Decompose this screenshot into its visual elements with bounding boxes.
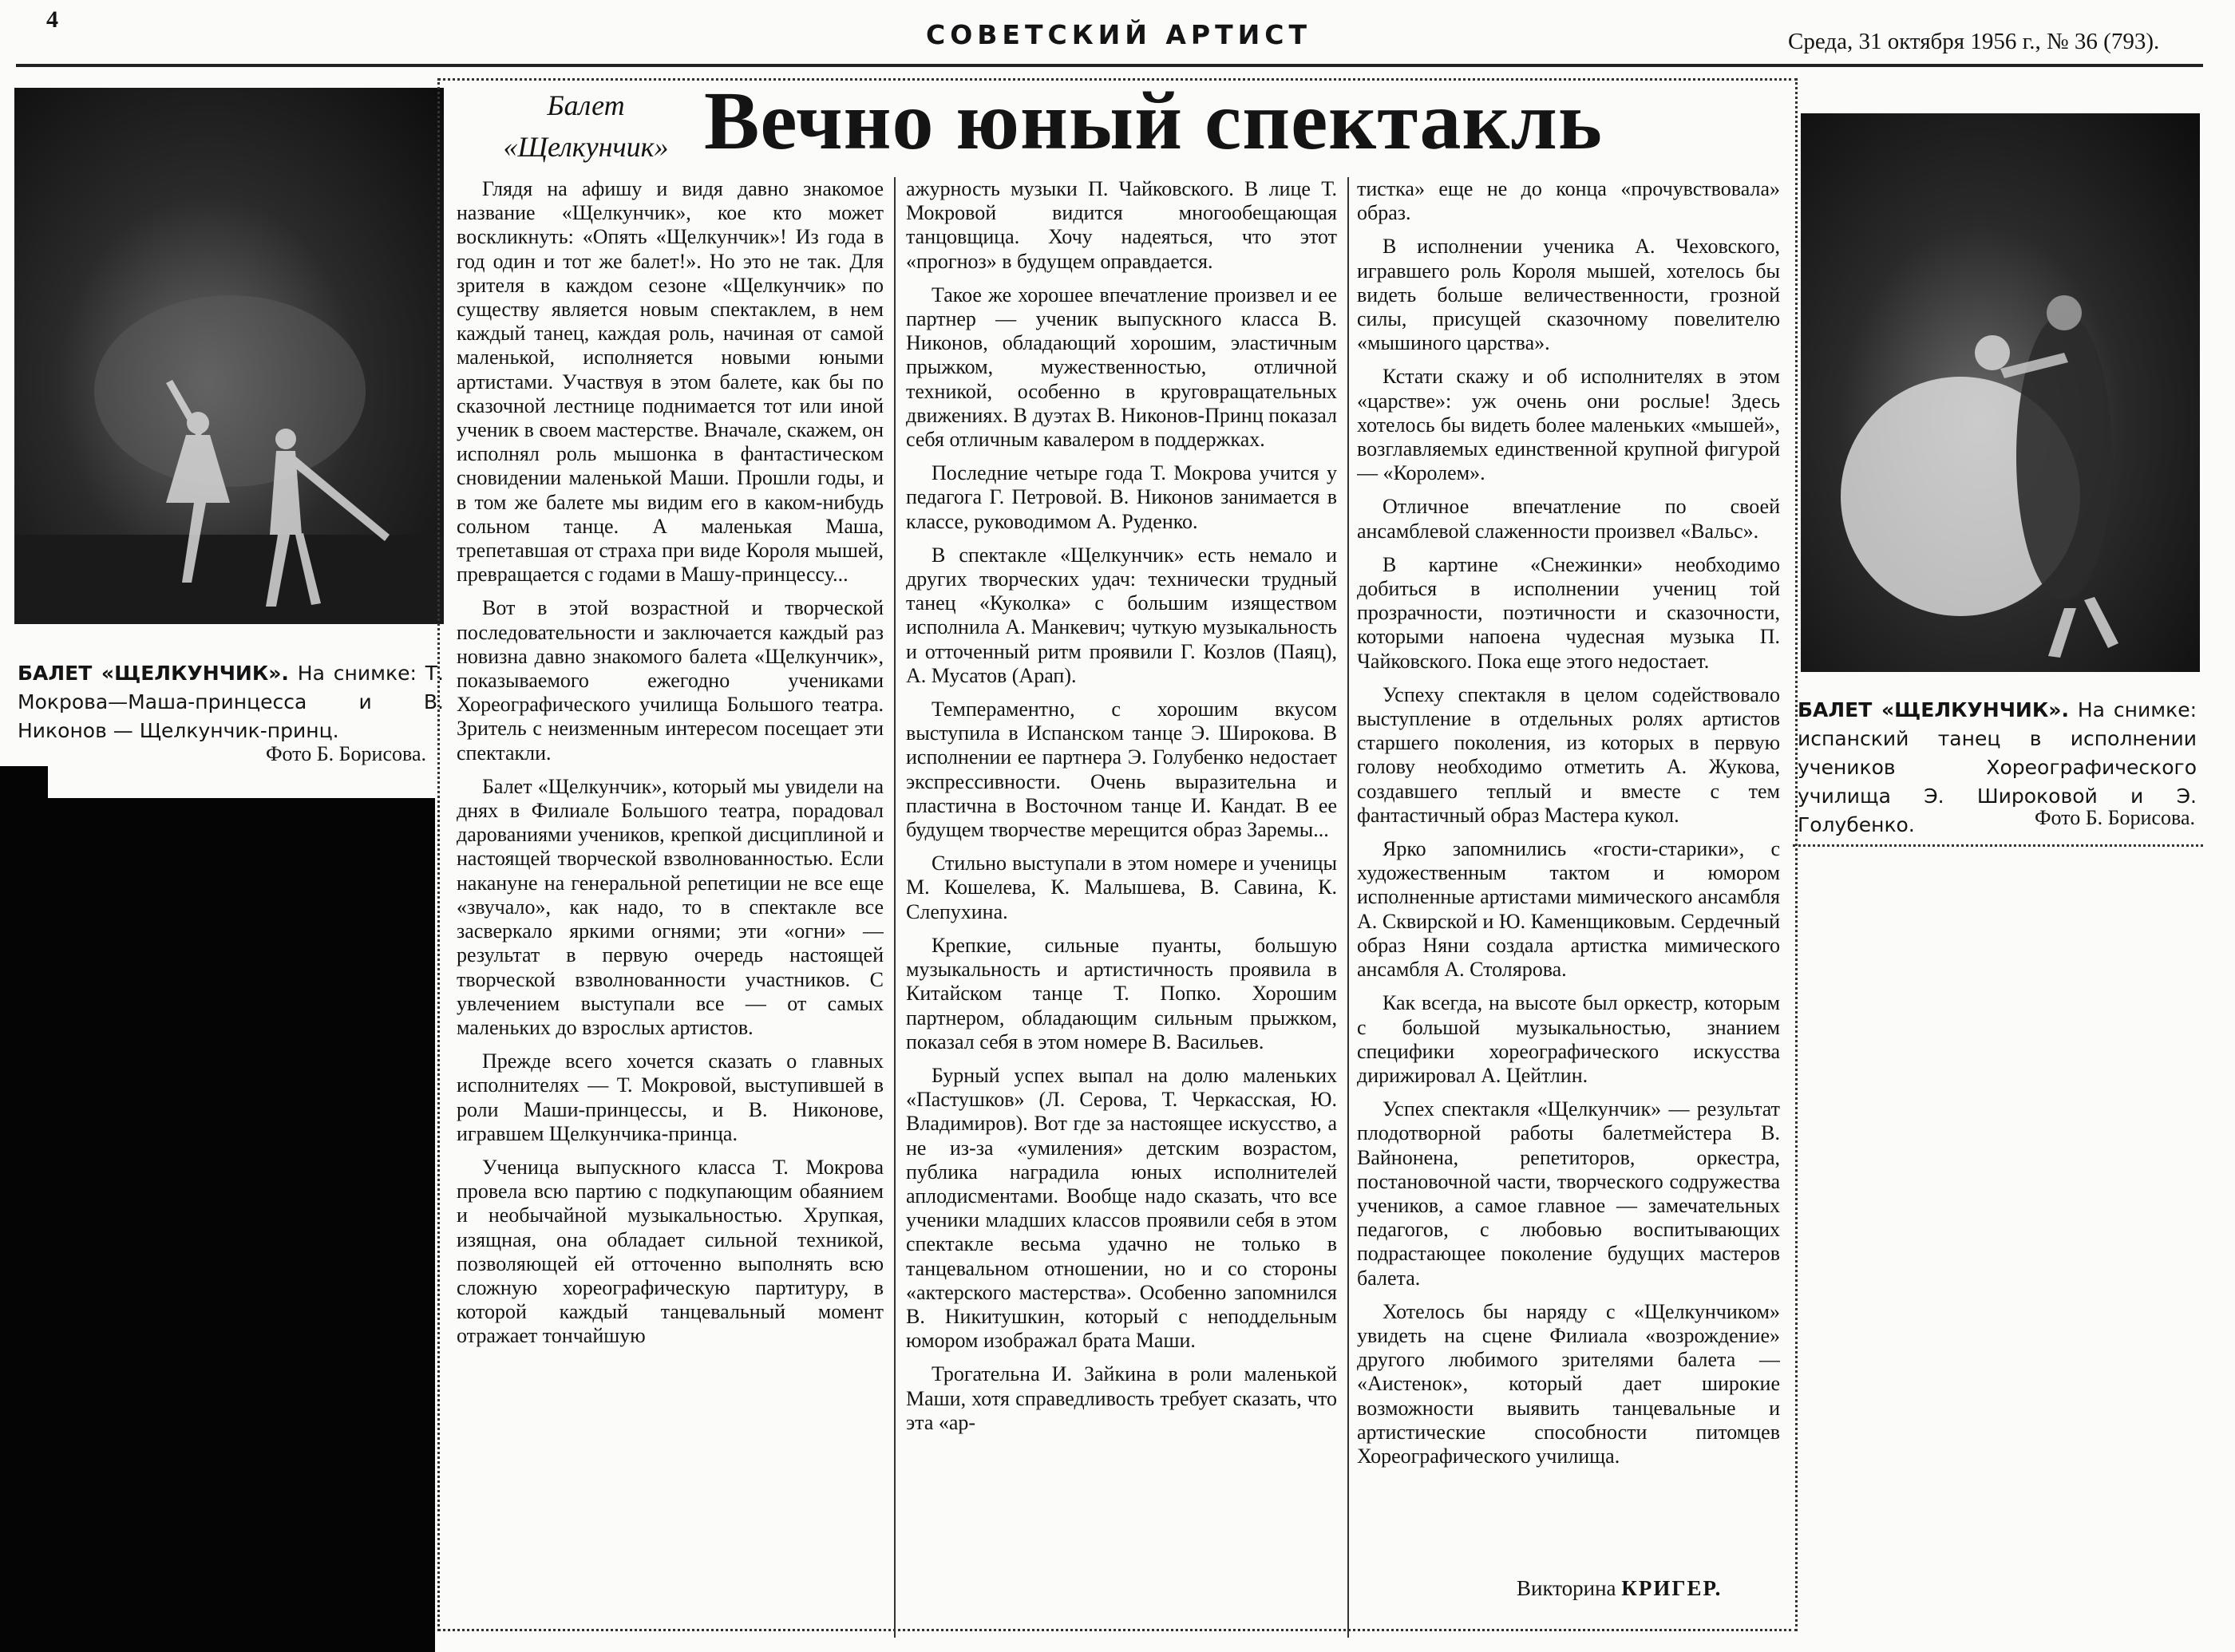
article-headline: Вечно юный спектакль (704, 75, 1603, 167)
black-background-notch (0, 766, 48, 798)
article-paragraph: Хотелось бы наряду с «Щелкунчиком» увидеть на сцене Филиала «возрождение» другого любимого зрителями балета — «Аистенок», который дает широкие возможности выявить танцевальные и артистические способности питомцев Хореографического училища. (1357, 1299, 1780, 1468)
article-byline (1517, 1576, 1722, 1601)
article-paragraph: В исполнении ученика А. Чеховского, игравшего роль Короля мышей, хотелось бы видеть больше величественности, грозной силы, присущей сказочному повелителю «мышиного царства». (1357, 235, 1780, 355)
article-paragraph: Балет «Щелкунчик», который мы увидели на днях в Филиале Большого театра, порадовал дарованиями учеников, крепкой дисциплиной и настоящей творческой взволнованностью. Если накануне на генеральной репетиции не все еще «звучало», как надо, то в спектакле все засверкало яркими огнями; эти «огни» — результат в первую очередь настоящей творческой взволнованности участников. С увлечением выступали все — от самых маленьких до взрослых артистов. (457, 774, 884, 1039)
rubric-line-2: «Щелкунчик» (503, 131, 669, 163)
article-paragraph: Вот в этой возрастной и творческой последовательности и заключается каждый раз новизна давно знакомого балета «Щелкунчик», показываемого ежегодно учениками Хореографического училища Большого театра. Зритель с неизменным интересом посещает эти спектакли. (457, 596, 884, 765)
article-paragraph: В картине «Снежинки» необходимо добиться в исполнении учениц той прозрачности, поэтичности и сказочности, которыми напоена чудесная музыка П. Чайковского. Пока еще этого недостает. (1357, 552, 1780, 673)
page-number: 4 (46, 6, 58, 33)
byline-first-name: Викторина (1517, 1576, 1616, 1600)
rubric-line-1: Балет (547, 89, 625, 121)
article-paragraph: Трогательна И. Зайкина в роли маленькой Маши, хотя справедливость требует сказать, что эта «ар- (906, 1362, 1337, 1434)
right-photo-credit: Фото Б. Борисова. (2034, 806, 2195, 829)
article-paragraph: Прежде всего хочется сказать о главных исполнителях — Т. Мокровой, выступившей в роли Маши-принцессы, и В. Никонове, игравшем Щелкунчика-принца. (457, 1049, 884, 1145)
right-caption-text: На снимке: испанский танец в исполнении учеников Хореографического училища Э. Широковой и Э. Голубенко. (1798, 698, 2197, 836)
left-caption-text: На снимке: Т. Мокрова—Маша-принцесса и В. Никонов — Щелкунчик-принц. (18, 662, 444, 742)
column-rule-2 (1347, 177, 1349, 1638)
right-caption-lead: БАЛЕТ «ЩЕЛКУНЧИК». (1798, 698, 2069, 721)
article-paragraph: Крепкие, сильные пуанты, большую музыкальность и артистичность проявила в Китайском танце Т. Попко. Хорошим партнером, обладающим сильным прыжком, показал себя в этом номере В. Васильев. (906, 933, 1337, 1053)
left-photo-credit: Фото Б. Борисова. (265, 742, 426, 765)
left-photo-ballet-duet (14, 88, 444, 624)
article-paragraph: Последние четыре года Т. Мокрова учится у педагога Г. Петровой. В. Никонов занимается в классе, руководимом А. Руденко. (906, 461, 1337, 533)
article-column-2 (906, 177, 1337, 1650)
article-paragraph: Отличное впечатление по своей ансамблевой слаженности произвел «Вальс». (1357, 495, 1780, 543)
article-paragraph: Такое же хорошее впечатление произвел и ее партнер — ученик выпускного класса В. Никонов, обладающий хорошим, эластичным прыжком, мужественностью, отличной техникой, особенно в круговращательных движениях. В дуэтах В. Никонов-Принц показал себя отличным кавалером в поддержках. (906, 283, 1337, 452)
article-column-3 (1357, 177, 1780, 1566)
article-paragraph: Ученица выпускного класса Т. Мокрова провела всю партию с подкупающим обаянием и необычайной музыкальностью. Хрупкая, изящная, она обладает сильной техникой, позволяющей ей отточенно выполнять всю сложную хореографическую партитуру, в которой каждый танцевальный момент отражает тончайшую (457, 1155, 884, 1348)
article-rubric (482, 85, 690, 168)
issue-date-line: Среда, 31 октября 1956 г., № 36 (793). (1788, 29, 2160, 54)
article-paragraph: В спектакле «Щелкунчик» есть немало и других творческих удач: технически трудный танец «Куколка» с большим изяществом исполнила А. Манкевич; чуткую музыкальность и отточенный ритм проявили Г. Козлов (Паяц), А. Мусатов (Арап). (906, 543, 1337, 687)
right-photo-spanish-dance (1801, 113, 2200, 672)
article-paragraph: Как всегда, на высоте был оркестр, которым с большой музыкальностью, знанием специфики хореографического искусства дирижировал А. Цейтлин. (1357, 991, 1780, 1087)
article-paragraph: Стильно выступали в этом номере и ученицы М. Кошелева, К. Малышева, В. Савина, К. Слепухина. (906, 852, 1337, 923)
article-paragraph: Успех спектакля «Щелкунчик» — результат плодотворной работы балетмейстера В. Вайнонена, репетиторов, оркестра, постановочной части, творческого содружества учеников, а самое главное — замечательных педагогов, с любовью воспитывающих подрастающее поколение будущих мастеров балета. (1357, 1097, 1780, 1290)
left-caption-lead: БАЛЕТ «ЩЕЛКУНЧИК». (18, 662, 289, 685)
black-background-area (0, 798, 435, 1652)
left-photo-caption (18, 659, 444, 745)
article-paragraph: Глядя на афишу и видя давно знакомое название «Щелкунчик», кое кто может воскликнуть: «Опять «Щелкунчик»! Из года в год один и тот же балет!». Но это не так. Для зрителя в каждом сезоне «Щелкунчик» по существу является новым спектаклем, в нем каждый танец, каждая роль, начиная от самой маленькой, исполняется новыми юными артистами. Участвуя в этом балете, как бы по сказочной лестнице поднимается тот или иной ученик в своем мастерстве. Вначале, скажем, он исполнял роль мышонка в фантастическом сновидении маленькой Маши. Прошли годы, и в том же балете мы видим его в каком-нибудь сольном танце. А маленькая Маша, трепетавшая от страха при виде Короля мышей, превращается с годами в Машу-принцессу... (457, 177, 884, 587)
article-column-1 (457, 177, 884, 1650)
article-paragraph: ажурность музыки П. Чайковского. В лице Т. Мокровой видится многообещающая танцовщица. Хочу надеяться, что этот «прогноз» в будущем оправдается. (906, 177, 1337, 273)
byline-surname: КРИГЕР. (1621, 1576, 1723, 1600)
article-paragraph: Ярко запомнились «гости-старики», с художественным тактом и юмором исполненные артистами мимического ансамбля А. Сквирской и Ю. Каменщиковым. Сердечный образ Няни создала артистка мимического ансамбля А. Столярова. (1357, 837, 1780, 982)
newspaper-title: СОВЕТСКИЙ АРТИСТ (926, 19, 1311, 50)
article-paragraph: Темпераментно, с хорошим вкусом выступила в Испанском танце Э. Широкова. В исполнении ее партнера Э. Голубенко недостает экспрессивности. Очень выразительна и пластична в Восточном танце И. Кандат. В ее будущем творчестве мерещится образ Заремы... (906, 698, 1337, 842)
article-paragraph: Кстати скажу и об исполнителях в этом «царстве»: уж очень они рослые! Здесь хотелось бы видеть более маленьких «мышей», возглавляемых единственной крупной фигурой — «Королем». (1357, 365, 1780, 485)
article-paragraph: Успеху спектакля в целом содействовало выступление в отдельных ролях артистов старшего поколения, из которых в первую голову необходимо отметить А. Жукова, создавшего теплый и вместе с тем фантастичный образ Мастера кукол. (1357, 682, 1780, 827)
article-paragraph: Бурный успех выпал на долю маленьких «Пастушков» (Л. Серова, Т. Черкасская, Ю. Владимиров). Вот где за настоящее искусство, а не из-за «умиления» детским возрастом, публика наградила юных исполнителей аплодисментами. Вообще надо сказать, что все ученики младших классов проявили себя в этом спектакле весьма удачно не только в танцевальном отношении, но и со стороны «актерского мастерства». Особенно запомнился В. Никитушкин, который с неподдельным юмором изображал брата Маши. (906, 1063, 1337, 1353)
header-rule (16, 64, 2203, 67)
column-rule-1 (894, 177, 896, 1638)
right-block-dotted-rule (1793, 844, 2203, 847)
article-paragraph: тистка» еще не до конца «прочувствовала» образ. (1357, 177, 1780, 225)
